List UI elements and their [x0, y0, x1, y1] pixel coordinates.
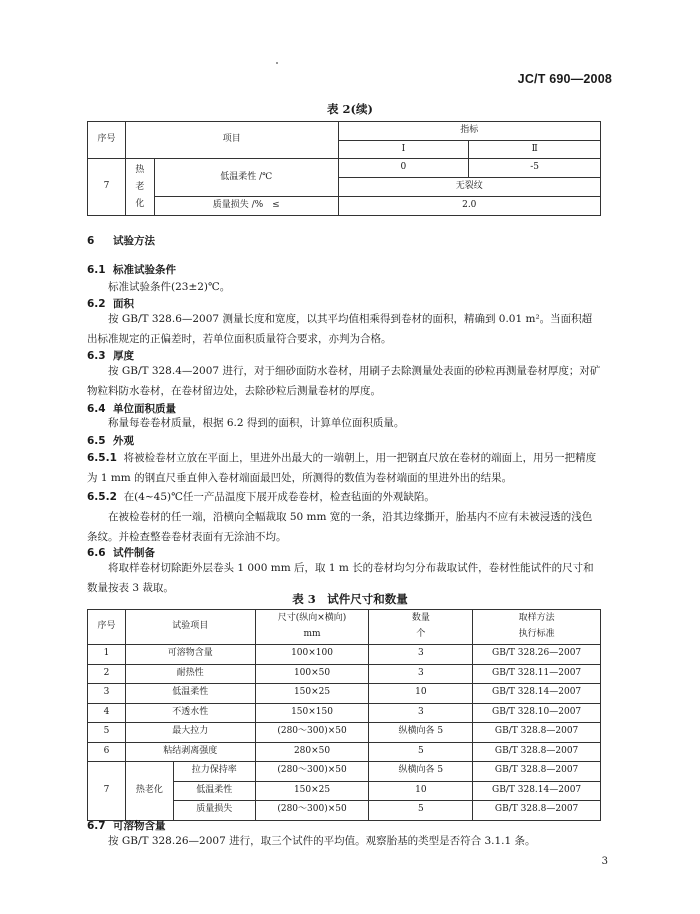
table2-caption: 表 2(续): [327, 102, 373, 116]
cell-size: 150×150: [255, 703, 369, 723]
section-title: 可溶物含量: [113, 820, 166, 832]
cell-method: GB/T 328.14—2007: [473, 781, 601, 801]
section-title: 试验方法: [113, 235, 155, 247]
cell-seq: 4: [88, 703, 126, 723]
table3-header-method: [473, 610, 601, 645]
table-row: [88, 723, 601, 743]
cell-seq: 7: [88, 762, 126, 821]
cell-qty: 10: [369, 781, 473, 801]
cell-item: 可溶物含量: [125, 645, 255, 665]
cell-item: 最大拉力: [125, 723, 255, 743]
table2-row3-label: 质量损失 /% ≤: [154, 197, 338, 216]
header-unit: 个: [416, 629, 426, 639]
section-6-5-heading: [87, 433, 134, 448]
table2-header-grade-2: Ⅱ: [469, 141, 601, 159]
table2-header-item: 项目: [125, 122, 338, 159]
section-title: 标准试验条件: [113, 264, 176, 276]
table-row: [88, 742, 601, 762]
section-title: 试件制备: [113, 547, 155, 559]
cell-size: 100×50: [255, 664, 369, 684]
cell-seq: 6: [88, 742, 126, 762]
cell-method: GB/T 328.26—2007: [473, 645, 601, 665]
cell-qty: 3: [369, 664, 473, 684]
section-6-4-body: 称量每卷卷材质量，根据 6.2 得到的面积，计算单位面积质量。: [108, 417, 405, 429]
table-row: [88, 684, 601, 704]
cell-item: 拉力保持率: [173, 762, 255, 782]
section-number: 6.5.1: [87, 452, 117, 464]
cell-method: GB/T 328.8—2007: [473, 723, 601, 743]
cell-item: 质量损失: [173, 801, 255, 821]
section-6-2-body: 按 GB/T 328.6—2007 测量长度和宽度，以其平均值相乘得到卷材的面积，精确到 0.01 m²。当面积超出标准规定的正偏差时，若单位面积质量符合要求，亦判为合格。: [87, 313, 593, 345]
group-char: 热: [135, 164, 145, 175]
section-number: 6.7: [87, 820, 106, 832]
cell-qty: 纵横向各 5: [369, 723, 473, 743]
cell-method: GB/T 328.8—2007: [473, 762, 601, 782]
cell-item: 耐热性: [125, 664, 255, 684]
cell-qty: 3: [369, 645, 473, 665]
section-number: 6.1: [87, 264, 106, 276]
table2-row2-value: 无裂纹: [338, 178, 600, 197]
cell-qty: 10: [369, 684, 473, 704]
table-row: [88, 762, 601, 782]
table2: [87, 121, 601, 216]
table-row: [88, 645, 601, 665]
cell-size: 150×25: [255, 684, 369, 704]
table2-row-seq: 7: [88, 159, 126, 216]
cell-method: GB/T 328.8—2007: [473, 742, 601, 762]
section-number: 6.5.2: [87, 491, 117, 503]
header-unit: mm: [303, 629, 321, 639]
section-6-7-body: 按 GB/T 328.26—2007 进行，取三个试件的平均值。观察胎基的类型是否符合 3.1.1 条。: [108, 835, 536, 847]
cell-item: 不透水性: [125, 703, 255, 723]
section-number: 6.2: [87, 298, 106, 310]
section-6-1-body: 标准试验条件(23±2)℃。: [108, 281, 231, 293]
cell-item: 粘结剥离强度: [125, 742, 255, 762]
cell-size: 100×100: [255, 645, 369, 665]
header-line: 执行标准: [518, 629, 555, 639]
header-line: 尺寸(纵向×横向): [277, 613, 347, 624]
section-number: 6.5: [87, 435, 106, 447]
section-title: 面积: [113, 298, 134, 310]
cell-qty: 纵横向各 5: [369, 762, 473, 782]
cell-item: 低温柔性: [125, 684, 255, 704]
table3-header-size: [255, 610, 369, 645]
cell-size: (280～300)×50: [255, 723, 369, 743]
cell-size: (280～300)×50: [255, 801, 369, 821]
table2-header-index: 指标: [338, 122, 600, 141]
section-6-5-2-body2: 在被检卷材的任一端，沿横向全幅裁取 50 mm 宽的一条，沿其边缘撕开，胎基内不应有未被浸透的浅色条纹。并检查整卷卷材表面有无涂油不均。: [87, 511, 593, 543]
table2-header-seq: 序号: [88, 122, 126, 159]
section-body: 在(4~45)℃任一产品温度下展开成卷卷材，检查毡面的外观缺陷。: [123, 491, 435, 503]
table2-group-label: [125, 159, 154, 216]
section-title: 单位面积质量: [113, 403, 176, 415]
section-number: 6.6: [87, 547, 106, 559]
section-6-6-body: 将取样卷材切除距外层卷头 1 000 mm 后，取 1 m 长的卷材均匀分布裁取试件，卷材性能试件的尺寸和数量按表 3 裁取。: [87, 562, 594, 594]
section-6-5-1: [87, 448, 601, 488]
cell-method: GB/T 328.11—2007: [473, 664, 601, 684]
cell-qty: 5: [369, 742, 473, 762]
section-6-heading: [87, 233, 155, 248]
section-number: 6.3: [87, 350, 106, 362]
section-title: 厚度: [113, 350, 134, 362]
cell-qty: 5: [369, 801, 473, 821]
cell-item: 低温柔性: [173, 781, 255, 801]
cell-seq: 5: [88, 723, 126, 743]
cell-group: 热老化: [125, 762, 173, 821]
table-row: [88, 664, 601, 684]
section-6-5-2: [87, 487, 601, 507]
cell-method: GB/T 328.10—2007: [473, 703, 601, 723]
cell-size: 280×50: [255, 742, 369, 762]
table2-row1-grade-1: 0: [338, 159, 469, 178]
table3: [87, 609, 601, 821]
table2-row1-grade-2: -5: [469, 159, 601, 178]
cell-method: GB/T 328.14—2007: [473, 684, 601, 704]
cell-seq: 2: [88, 664, 126, 684]
scan-speck: [276, 62, 278, 64]
table3-header-qty: [369, 610, 473, 645]
table2-header-grade-1: Ⅰ: [338, 141, 469, 159]
cell-method: GB/T 328.8—2007: [473, 801, 601, 821]
section-6-3-body: 按 GB/T 328.4—2007 进行，对于细砂面防水卷材，用刷子去除测量处表面的砂粒再测量卷材厚度；对矿物粒料防水卷材，在卷材留边处，去除砂粒后测量卷材的厚度。: [87, 365, 601, 397]
page-number: 3: [601, 856, 608, 867]
table-row: [88, 703, 601, 723]
header-line: 取样方法: [518, 613, 555, 624]
section-6-1-heading: [87, 262, 176, 277]
table3-caption: 表 3 试件尺寸和数量: [292, 592, 408, 606]
section-body: 将被检卷材立放在平面上，里进外出最大的一端朝上，用一把钢直尺放在卷材的端面上，用另一把精度为 1 mm 的钢直尺垂直伸入卷材端面最凹处，所测得的数值为卷材端面的里进外出的结果。: [87, 452, 597, 484]
cell-seq: 3: [88, 684, 126, 704]
table2-row3-value: 2.0: [338, 197, 600, 216]
cell-qty: 3: [369, 703, 473, 723]
cell-size: 150×25: [255, 781, 369, 801]
group-char: 老: [135, 181, 145, 192]
table3-header-item: 试验项目: [125, 610, 255, 645]
header-line: 数量: [411, 613, 430, 624]
cell-size: (280～300)×50: [255, 762, 369, 782]
table2-row1-label: 低温柔性 /℃: [154, 159, 338, 197]
cell-seq: 1: [88, 645, 126, 665]
table3-header-seq: 序号: [88, 610, 126, 645]
standard-code: JC/T 690—2008: [517, 72, 612, 86]
group-char: 化: [135, 198, 145, 209]
section-number: 6: [87, 235, 95, 247]
section-number: 6.4: [87, 403, 106, 415]
section-title: 外观: [113, 435, 134, 447]
